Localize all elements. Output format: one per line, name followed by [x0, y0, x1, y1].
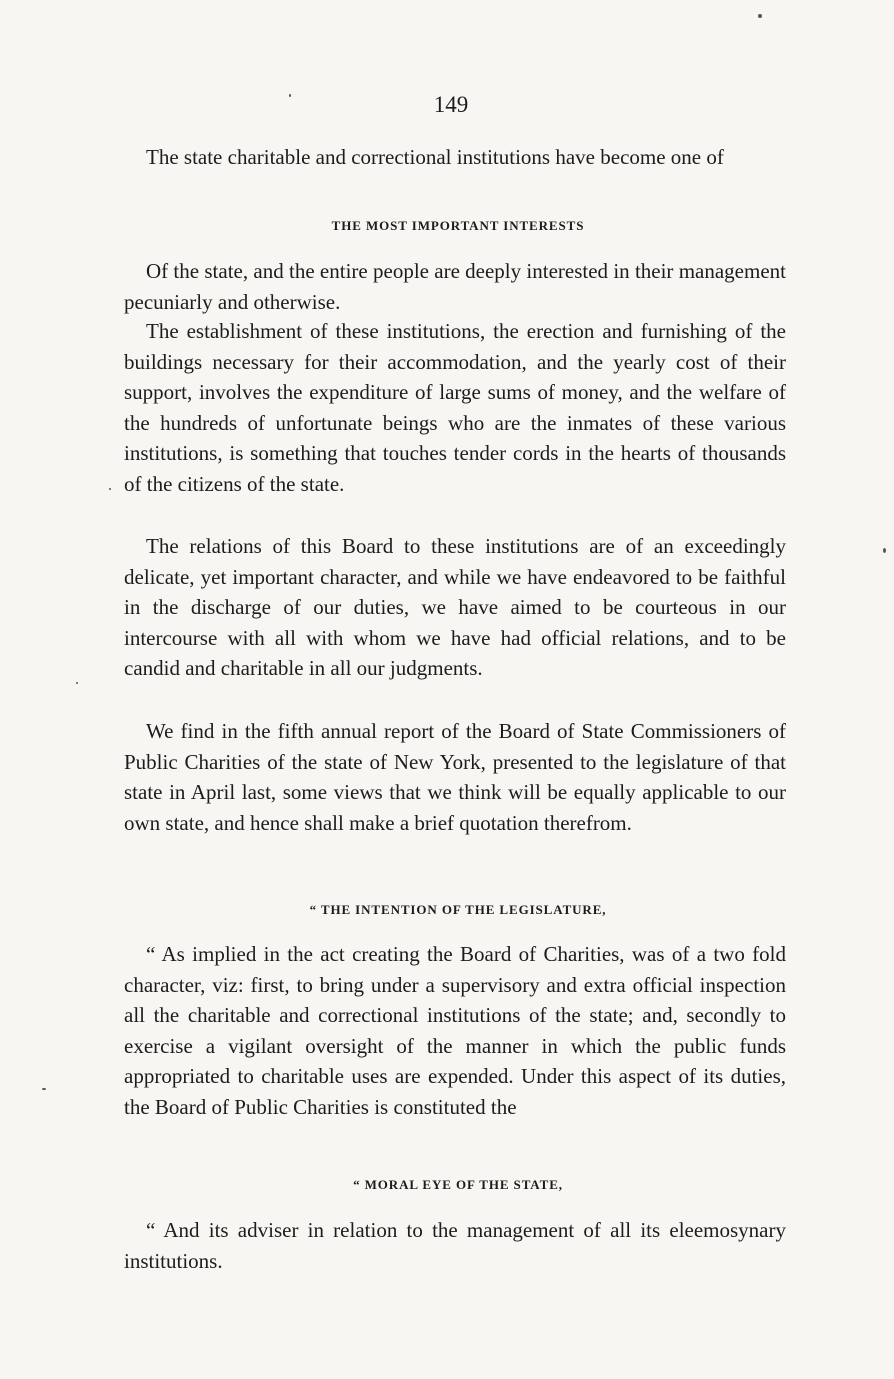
page-number: 149: [433, 92, 469, 117]
scan-speck: [758, 14, 762, 18]
scan-speck: [883, 548, 886, 553]
paragraph-6: “ As implied in the act creating the Board of Charities, was of a two fold character, viz: first, to bring under a supervisory and extra official inspection all the charitable and correctional institutions of the state; and, secondly to exercise a vigilant oversight of the manner in which the public funds appropriated to charitable uses are expended. Under this aspect of its duties, the Board of Public Charities is constituted the: [124, 942, 786, 1119]
heading-moral-eye-of-state: “ MORAL EYE OF THE STATE,: [353, 1177, 563, 1192]
heading-most-important-interests: THE MOST IMPORTANT INTERESTS: [331, 218, 585, 233]
paragraph-4: The relations of this Board to these institutions are of an exceedingly delicate, yet important character, and while we have endeavored to be faithful in the discharge of our duties, we have aimed to be courteous in our intercourse with all with whom we have had official relations, and to be candid and charitable in all our judgments.: [124, 534, 786, 681]
heading-intention-of-legislature: “ THE INTENTION OF THE LEGISLATURE,: [309, 902, 607, 917]
paragraph-5: We find in the fifth annual report of the Board of State Commissioners of Public Charities of the state of New York, presented to the legislature of that state in April last, some views that we think will be equally applicable to our own state, and hence shall make a brief quotation therefrom.: [124, 719, 786, 835]
paragraph-1: The state charitable and correctional institutions have become one of: [146, 145, 724, 169]
paragraph-3: The establishment of these institutions, the erection and furnishing of the buildings necessary for their accommodation, and the yearly cost of their support, involves the expenditure of large sums of money, and the welfare of the hundreds of unfortunate beings who are the inmates of these various institutions, is something that touches tender cords in the hearts of thousands of the citizens of the state.: [124, 319, 786, 496]
scan-speck: [42, 1088, 46, 1090]
paragraph-2: Of the state, and the entire people are deeply interested in their management pecuniarly and otherwise.: [124, 259, 786, 314]
scan-speck: [109, 488, 111, 490]
scan-speck: [289, 94, 291, 97]
scan-speck: [76, 682, 78, 684]
paragraph-7: “ And its adviser in relation to the management of all its eleemosynary institutions.: [124, 1218, 786, 1273]
